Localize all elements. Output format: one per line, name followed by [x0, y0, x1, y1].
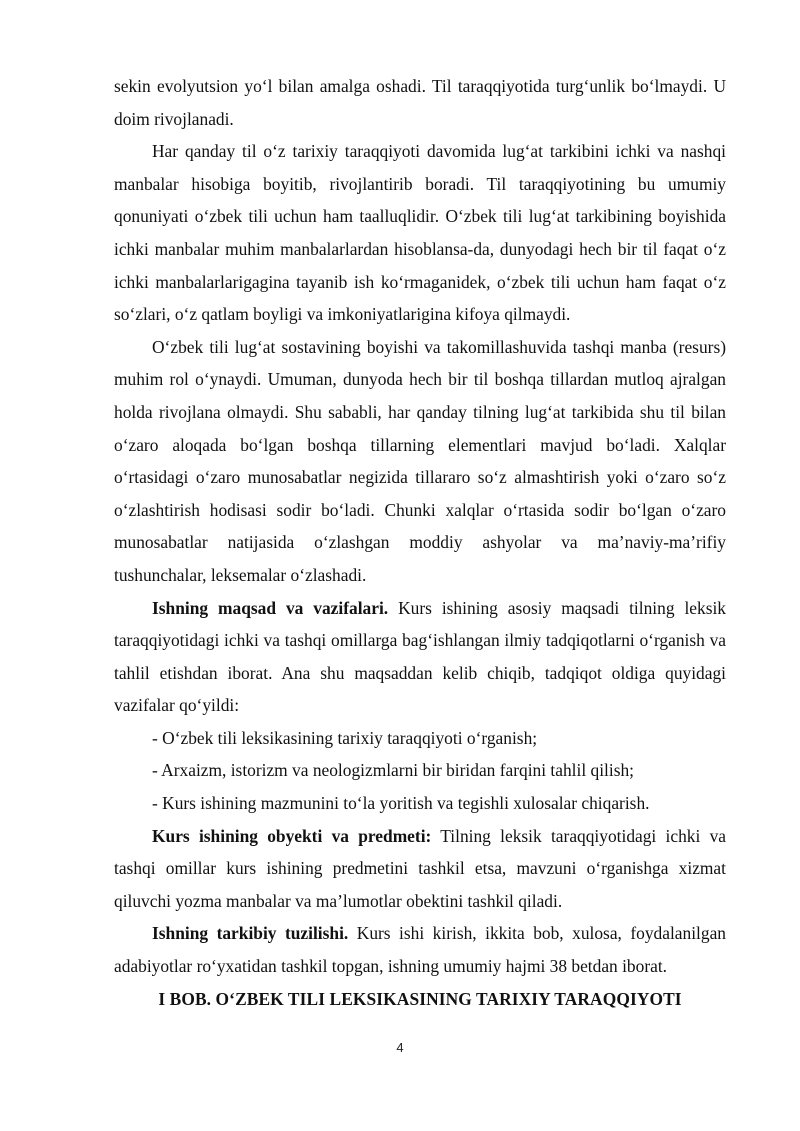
task-item: - O‘zbek tili leksikasining tarixiy taraqqiyoti o‘rganish;: [152, 727, 538, 748]
structure-heading: Ishning tarkibiy tuzilishi.: [152, 923, 349, 944]
paragraph-lexicon-enrichment: Har qanday til o‘z tarixiy taraqqiyoti davomida lug‘at tarkibini ichki va nashqi manbalar hisobiga boyitib, rivojlantirib boradi. Til taraqqiyotining bu umumiy qonuniyati o‘zbek tili uchun ham taalluqlidir. O‘zbek tili lug‘at tarkibining boyishida ichki manbalar muhim manbalarlardan hisoblansa-da, dunyodagi hech bir til faqat o‘z ichki manbalarlarigagina tayanib ish ko‘rmaganidek, o‘zbek tili uchun ham faqat o‘z so‘zlari, o‘z qatlam boyligi va imkoniyatlarigina kifoya qilmaydi.: [114, 141, 726, 325]
object-text: Tilning leksik taraqqiyotidagi ichki va tashqi omillar kurs ishining predmetini tashkil etsa, mavzuni o‘rganishga xizmat qiluvchi yozma manbalar va ma’lumotlar obektini tashkil qiladi.: [114, 825, 726, 911]
structure-text: Kurs ishi kirish, ikkita bob, xulosa, foydalanilgan adabiyotlar ro‘yxatidan tashkil topgan, ishning umumiy hajmi 38 betdan iborat.: [114, 923, 726, 977]
paragraph-object-subject: [114, 820, 726, 918]
paragraph-goals: [114, 592, 726, 722]
page-number: 4: [396, 1040, 404, 1055]
paragraph-external-sources: O‘zbek tili lug‘at sostavining boyishi va takomillashuvida tashqi manba (resurs) muhim rol o‘ynaydi. Umuman, dunyoda hech bir til boshqa tillardan mutloq ajralgan holda rivojlana olmaydi. Shu sababli, har qanday tilning lug‘at tarkibida shu til bilan o‘zaro aloqada bo‘lgan boshqa tillarning elementlari mavjud bo‘ladi. Xalqlar o‘rtasidagi o‘zaro munosabatlar negizida tillararo so‘z almashtirish yoki o‘zaro so‘z o‘zlashtirish hodisasi sodir bo‘ladi. Chunki xalqlar o‘rtasida sodir bo‘lgan o‘zaro munosabatlar natijasida o‘zlashgan moddiy ashyolar va ma’naviy-ma’rifiy tushunchalar, leksemalar o‘zlashadi.: [114, 336, 726, 585]
goals-heading: Ishning maqsad va vazifalari.: [152, 597, 389, 618]
document-page: [114, 70, 726, 1015]
object-heading: Kurs ishining obyekti va predmeti:: [152, 825, 432, 846]
task-item: - Arxaizm, istorizm va neologizmlarni bir biridan farqini tahlil qilish;: [152, 760, 634, 781]
task-item: - Kurs ishining mazmunini to‘la yoritish va tegishli xulosalar chiqarish.: [152, 793, 650, 814]
chapter-title: I BOB. O‘ZBEK TILI LEKSIKASINING TARIXIY TARAQQIYOTI: [158, 988, 682, 1009]
goals-text: Kurs ishining asosiy maqsadi tilning leksik taraqqiyotidagi ichki va tashqi omillarga bag‘ishlangan ilmiy tadqiqotlarni o‘rganish va tahlil etishdan iborat. Ana shu maqsaddan kelib chiqib, tadqiqot oldiga quyidagi vazifalar qo‘yildi:: [114, 597, 726, 716]
paragraph-continuation: sekin evolyutsion yo‘l bilan amalga oshadi. Til taraqqiyotida turg‘unlik bo‘lmaydi. U doim rivojlanadi.: [114, 76, 726, 129]
paragraph-structure: [114, 917, 726, 982]
